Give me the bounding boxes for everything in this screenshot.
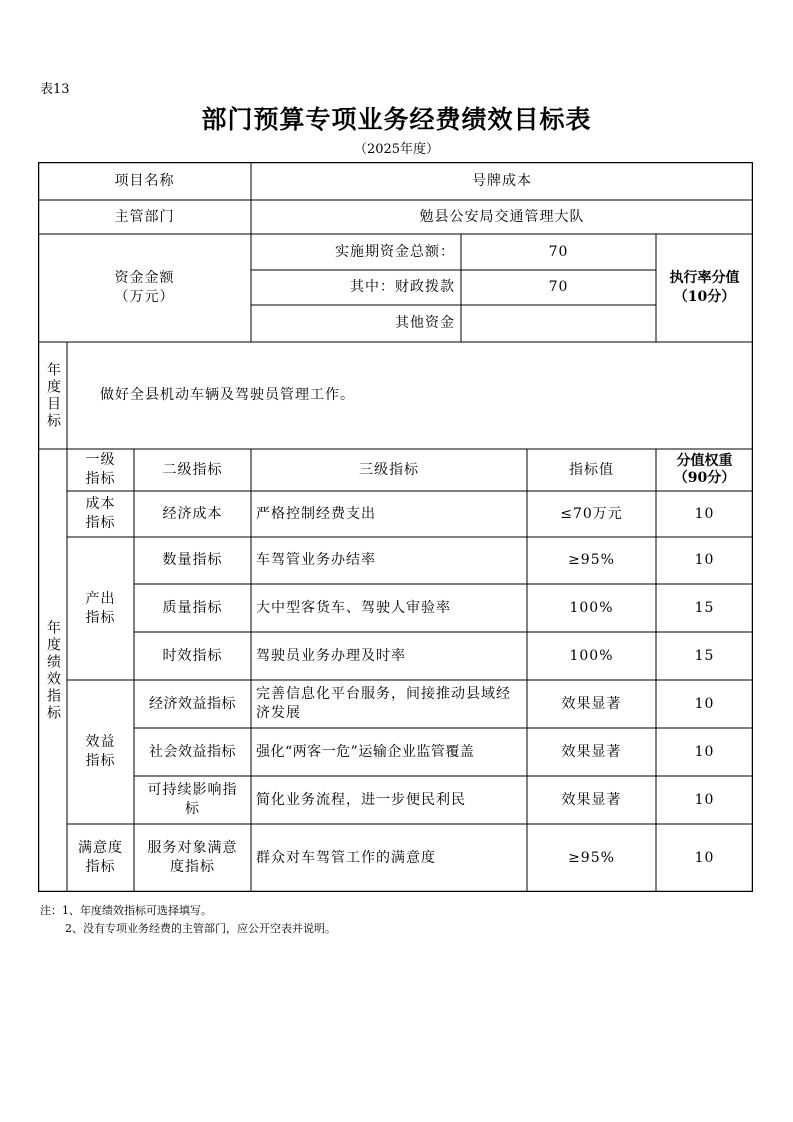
header-weight: 分值权重 （90分） bbox=[673, 453, 736, 486]
row-target-value: ≥95% bbox=[568, 849, 615, 866]
header-level2: 二级指标 bbox=[162, 461, 223, 478]
row-level2: 可持续影响指标 bbox=[147, 782, 238, 817]
row-weight: 10 bbox=[694, 505, 715, 522]
group-output: 产出 指标 bbox=[85, 590, 116, 626]
row-level2: 时效指标 bbox=[162, 647, 223, 664]
performance-indicators-label: 年度绩效指标 bbox=[44, 619, 61, 722]
row-level2: 社会效益指标 bbox=[149, 743, 236, 760]
row-weight: 10 bbox=[694, 695, 715, 712]
performance-table bbox=[38, 162, 753, 892]
header-level1: 一级 指标 bbox=[85, 452, 116, 487]
table-number: 表13 bbox=[40, 82, 70, 97]
fiscal-funds-label: 其中：财政拨款 bbox=[350, 279, 455, 296]
row-level3: 严格控制经费支出 bbox=[256, 505, 376, 522]
row-level2: 质量指标 bbox=[162, 599, 223, 616]
row-level2: 经济效益指标 bbox=[149, 695, 236, 712]
row-weight: 15 bbox=[694, 599, 715, 616]
fiscal-funds-value: 70 bbox=[548, 279, 569, 296]
row-target-value: 效果显著 bbox=[561, 743, 622, 760]
project-name-value: 号牌成本 bbox=[472, 172, 532, 189]
other-funds-value bbox=[461, 305, 656, 342]
annual-goal-text: 做好全县机动车辆及驾驶员管理工作。 bbox=[100, 387, 355, 404]
row-level3: 车驾管业务办结率 bbox=[256, 552, 376, 569]
row-target-value: 100% bbox=[569, 599, 614, 616]
row-target-value: 效果显著 bbox=[561, 695, 622, 712]
page-title: 部门预算专项业务经费绩效目标表 bbox=[201, 105, 592, 134]
footnote-1: 注：1、年度绩效指标可选择填写。 bbox=[40, 904, 212, 917]
project-name-label: 项目名称 bbox=[114, 172, 175, 189]
row-level2: 服务对象满意度指标 bbox=[147, 840, 238, 875]
row-weight: 10 bbox=[694, 552, 715, 569]
row-level3: 群众对车驾管工作的满意度 bbox=[256, 849, 436, 866]
row-level3: 简化业务流程，进一步便民利民 bbox=[256, 791, 466, 808]
row-target-value: ≥95% bbox=[568, 552, 615, 569]
other-funds-label: 其他资金 bbox=[395, 315, 455, 332]
row-weight: 15 bbox=[694, 647, 715, 664]
header-target-value: 指标值 bbox=[569, 461, 614, 478]
group-satisfaction: 满意度 指标 bbox=[78, 840, 123, 875]
row-weight: 10 bbox=[694, 791, 715, 808]
row-level3: 大中型客货车、驾驶人审验率 bbox=[256, 599, 451, 616]
group-benefit: 效益 指标 bbox=[85, 734, 116, 769]
execution-rate-score-label: 执行率分值 （10分） bbox=[669, 270, 740, 305]
row-target-value: 100% bbox=[569, 647, 614, 664]
total-funds-label: 实施期资金总额： bbox=[335, 243, 455, 260]
row-target-value: 效果显著 bbox=[561, 791, 622, 808]
row-level2: 数量指标 bbox=[162, 552, 223, 569]
dept-value: 勉县公安局交通管理大队 bbox=[419, 208, 585, 225]
fiscal-year: （2025年度） bbox=[353, 142, 440, 157]
dept-label: 主管部门 bbox=[114, 208, 175, 225]
footnotes bbox=[40, 902, 336, 937]
row-level3: 强化“两客一危”运输企业监管覆盖 bbox=[256, 743, 475, 760]
row-level2: 经济成本 bbox=[162, 505, 223, 522]
row-weight: 10 bbox=[694, 849, 715, 866]
row-weight: 10 bbox=[694, 743, 715, 760]
row-level3: 驾驶员业务办理及时率 bbox=[256, 647, 406, 664]
total-funds-value: 70 bbox=[548, 243, 569, 260]
footnote-2: 2、没有专项业务经费的主管部门，应公开空表并说明。 bbox=[65, 921, 336, 935]
header-level3: 三级指标 bbox=[359, 461, 419, 478]
row-level3: 完善信息化平台服务，间接推动县域经济发展 bbox=[256, 686, 511, 721]
annual-goal-label: 年度目标 bbox=[44, 361, 61, 430]
row-target-value: ≤70万元 bbox=[560, 505, 623, 522]
funds-label: 资金金额 （万元） bbox=[114, 270, 175, 305]
group-cost: 成本 指标 bbox=[85, 496, 116, 531]
